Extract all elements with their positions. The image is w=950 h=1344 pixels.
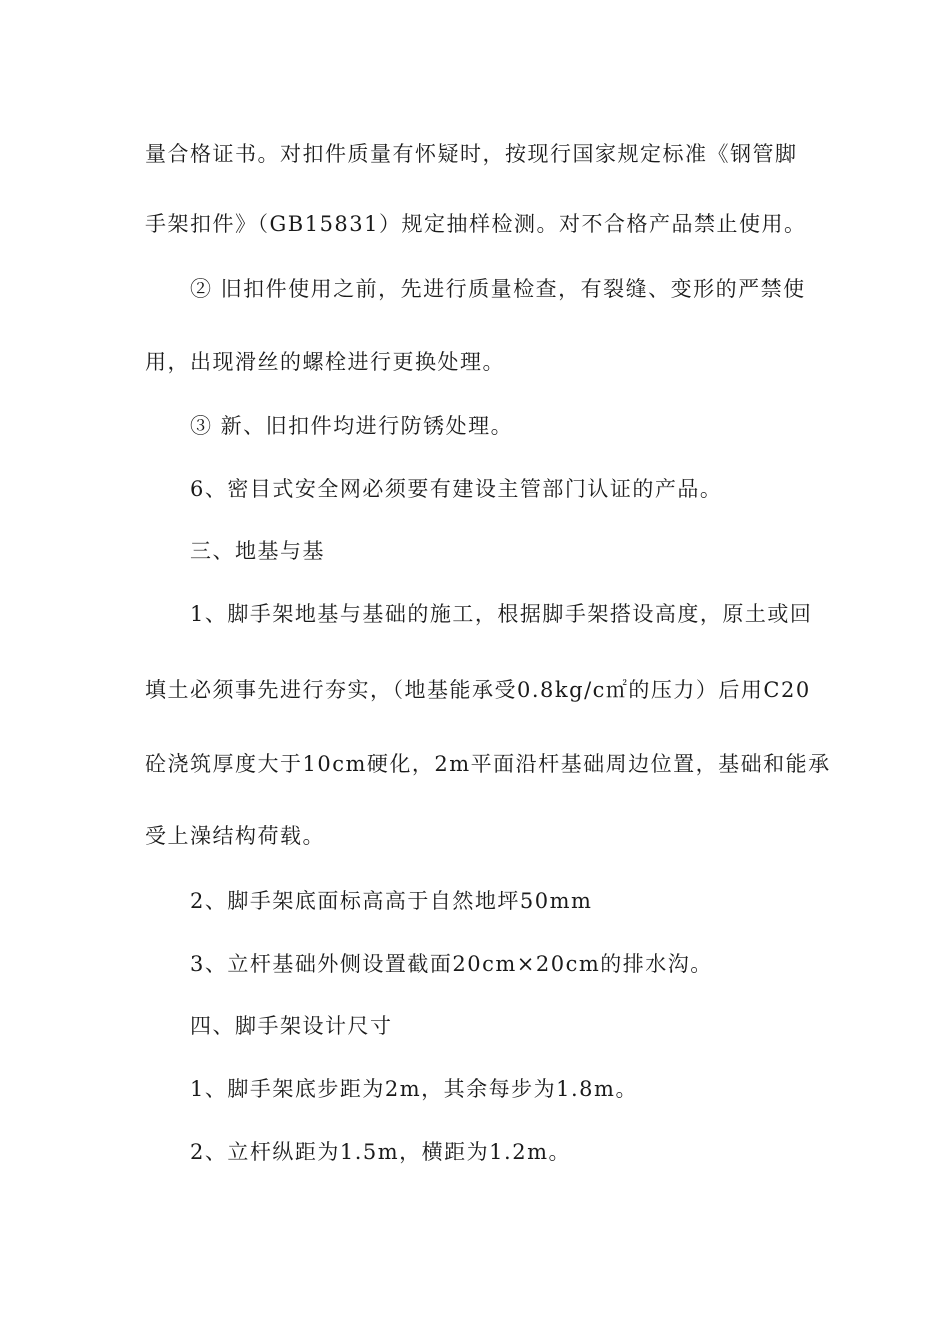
- paragraph-line: 1、脚手架底步距为2m，其余每步为1.8m。: [190, 1077, 638, 1101]
- paragraph-line: 用，出现滑丝的螺栓进行更换处理。: [145, 350, 505, 374]
- section-heading: 三、地基与基: [190, 539, 325, 563]
- section-heading: 四、脚手架设计尺寸: [190, 1014, 393, 1038]
- paragraph-line: ③ 新、旧扣件均进行防锈处理。: [190, 414, 514, 438]
- paragraph-line: 6、密目式安全网必须要有建设主管部门认证的产品。: [190, 477, 723, 501]
- paragraph-line: 手架扣件》（GB15831）规定抽样检测。对不合格产品禁止使用。: [145, 212, 807, 236]
- paragraph-line: 受上澡结构荷载。: [145, 824, 325, 848]
- paragraph-line: 砼浇筑厚度大于10cm硬化，2m平面沿杆基础周边位置，基础和能承: [145, 752, 831, 776]
- paragraph-line: 填土必须事先进行夯实，（地基能承受0.8kg/c㎡的压力）后用C20: [145, 678, 811, 702]
- paragraph-line: 2、立杆纵距为1.5m，横距为1.2m。: [190, 1140, 571, 1164]
- paragraph-line: 量合格证书。对扣件质量有怀疑时，按现行国家规定标准《钢管脚: [145, 142, 798, 166]
- paragraph-line: 3、立杆基础外侧设置截面20cm×20cm的排水沟。: [190, 952, 713, 976]
- paragraph-line: 2、脚手架底面标高高于自然地坪50mm: [190, 889, 593, 913]
- paragraph-line: 1、脚手架地基与基础的施工，根据脚手架搭设高度，原土或回: [190, 602, 813, 626]
- paragraph-line: ② 旧扣件使用之前，先进行质量检查，有裂缝、变形的严禁使: [190, 277, 806, 301]
